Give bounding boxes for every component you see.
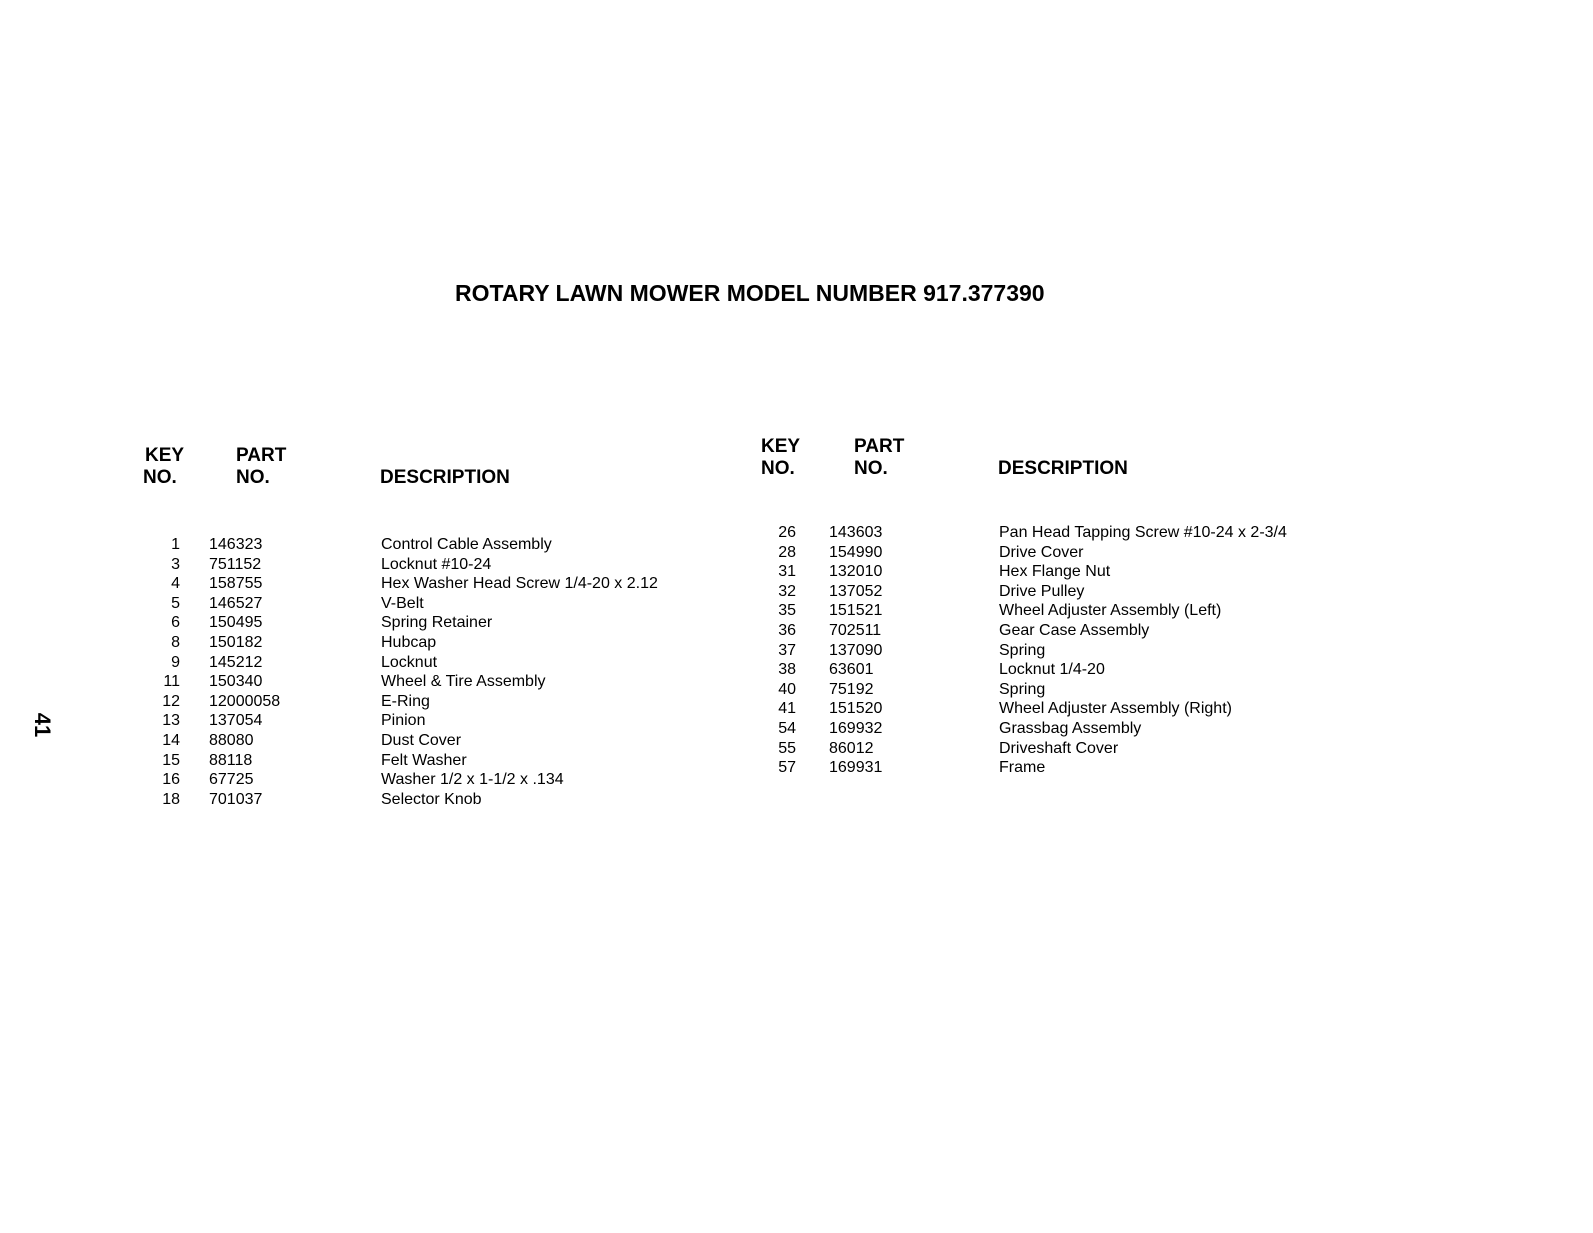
description-cell: Locknut (381, 653, 438, 671)
part-no-cell: 143603 (829, 524, 883, 541)
table-row (0, 739, 1593, 759)
description-header: DESCRIPTION (380, 467, 510, 488)
key-no-cell: 41 (778, 700, 796, 718)
part-no-cell: 150495 (209, 614, 263, 632)
description-cell: Driveshaft Cover (999, 739, 1119, 757)
part-no-cell: 137052 (829, 582, 883, 600)
description-cell: E-Ring (381, 692, 430, 710)
key-no-cell: 31 (778, 563, 796, 581)
key-no-cell: 14 (162, 732, 180, 749)
description-cell: Wheel & Tire Assembly (381, 673, 546, 691)
part-no-cell: 137054 (209, 712, 263, 730)
part-no-cell: 132010 (829, 563, 883, 581)
description-cell: Dust Cover (381, 732, 462, 749)
part-no-cell: 702511 (829, 622, 882, 639)
key-no-cell: 26 (778, 524, 796, 541)
part-no-header-line2: NO. (854, 458, 888, 479)
key-no-header-line1: KEY (761, 436, 801, 457)
description-cell: Felt Washer (381, 751, 467, 769)
description-header: DESCRIPTION (998, 458, 1128, 479)
description-cell: Spring Retainer (381, 614, 493, 632)
description-cell: Gear Case Assembly (999, 622, 1150, 639)
part-no-cell: 151520 (829, 700, 883, 718)
key-no-cell: 4 (171, 575, 180, 593)
key-no-cell: 54 (778, 720, 796, 737)
key-no-cell: 1 (171, 536, 180, 553)
description-cell: Washer 1/2 x 1-1/2 x .134 (381, 771, 564, 789)
part-no-cell: 145212 (209, 653, 263, 671)
table-row (0, 680, 1593, 700)
part-no-cell: 146527 (209, 594, 263, 612)
key-no-cell: 15 (162, 751, 180, 769)
part-no-cell: 151521 (829, 602, 883, 620)
part-no-cell: 169931 (829, 759, 883, 777)
part-no-cell: 169932 (829, 720, 883, 737)
description-cell: Wheel Adjuster Assembly (Right) (999, 700, 1232, 718)
part-no-cell: 67725 (209, 771, 254, 789)
table-row (0, 601, 1593, 621)
description-cell: Hex Washer Head Screw 1/4-20 x 2.12 (381, 575, 658, 593)
key-no-cell: 32 (778, 582, 796, 600)
key-no-cell: 12 (162, 692, 180, 710)
description-cell: V-Belt (381, 594, 424, 612)
table-row (0, 621, 1593, 641)
key-no-cell: 35 (778, 602, 796, 620)
part-no-cell: 75192 (829, 680, 874, 698)
table-row (0, 562, 1593, 582)
description-cell: Spring (999, 641, 1046, 659)
table-row (0, 719, 1593, 739)
key-no-cell: 28 (778, 543, 796, 561)
part-no-cell: 150182 (209, 634, 263, 651)
part-no-cell: 150340 (209, 673, 263, 691)
part-no-cell: 88118 (209, 751, 253, 769)
description-cell: Hex Flange Nut (999, 563, 1111, 581)
table-row (0, 699, 1593, 719)
description-cell: Selector Knob (381, 790, 482, 808)
key-no-cell: 3 (171, 555, 180, 573)
table-row (0, 523, 1593, 543)
part-no-cell: 86012 (829, 739, 874, 757)
description-cell: Wheel Adjuster Assembly (Left) (999, 602, 1222, 620)
table-row (0, 641, 1593, 661)
part-no-cell: 63601 (829, 661, 874, 679)
part-no-header-line2: NO. (236, 467, 270, 488)
description-cell: Hubcap (381, 634, 437, 651)
table-row (0, 660, 1593, 680)
description-cell: Pan Head Tapping Screw #10-24 x 2-3/4 (999, 524, 1287, 541)
description-cell: Drive Cover (999, 543, 1084, 561)
key-no-cell: 8 (171, 634, 180, 651)
key-no-header-line2: NO. (761, 458, 795, 479)
part-no-cell: 88080 (209, 732, 254, 749)
page-title: ROTARY LAWN MOWER MODEL NUMBER 917.377390 (455, 280, 1045, 306)
description-cell: Pinion (381, 712, 426, 730)
part-no-cell: 137090 (829, 641, 883, 659)
description-cell: Locknut #10-24 (381, 555, 492, 573)
table-row (0, 543, 1593, 563)
part-no-header-line1: PART (236, 445, 287, 466)
key-no-cell: 18 (162, 790, 180, 808)
description-cell: Grassbag Assembly (999, 720, 1142, 737)
key-no-cell: 16 (162, 771, 180, 789)
table-row (0, 758, 1593, 778)
part-no-cell: 146323 (209, 536, 263, 553)
part-no-cell: 751152 (209, 555, 262, 573)
key-no-cell: 38 (778, 661, 796, 679)
key-no-cell: 55 (778, 739, 796, 757)
key-no-cell: 5 (171, 594, 180, 612)
key-no-cell: 37 (778, 641, 796, 659)
key-no-cell: 40 (778, 680, 796, 698)
description-cell: Control Cable Assembly (381, 536, 552, 553)
key-no-cell: 57 (778, 759, 796, 777)
key-no-cell: 36 (778, 622, 796, 639)
key-no-cell: 9 (171, 653, 180, 671)
key-no-cell: 6 (171, 614, 180, 632)
part-no-header-line1: PART (854, 436, 905, 457)
page-number: 41 (30, 712, 56, 738)
table-row (0, 790, 1593, 810)
key-no-header-line1: KEY (145, 445, 185, 466)
key-no-header-line2: NO. (143, 467, 177, 488)
table-row (0, 582, 1593, 602)
key-no-cell: 13 (162, 712, 180, 730)
part-no-cell: 158755 (209, 575, 263, 593)
description-cell: Drive Pulley (999, 582, 1085, 600)
key-no-cell: 11 (163, 673, 180, 691)
part-no-cell: 154990 (829, 543, 883, 561)
part-no-cell: 701037 (209, 790, 263, 808)
part-no-cell: 12000058 (209, 692, 281, 710)
description-cell: Locknut 1/4-20 (999, 661, 1105, 679)
description-cell: Frame (999, 759, 1046, 777)
description-cell: Spring (999, 680, 1046, 698)
